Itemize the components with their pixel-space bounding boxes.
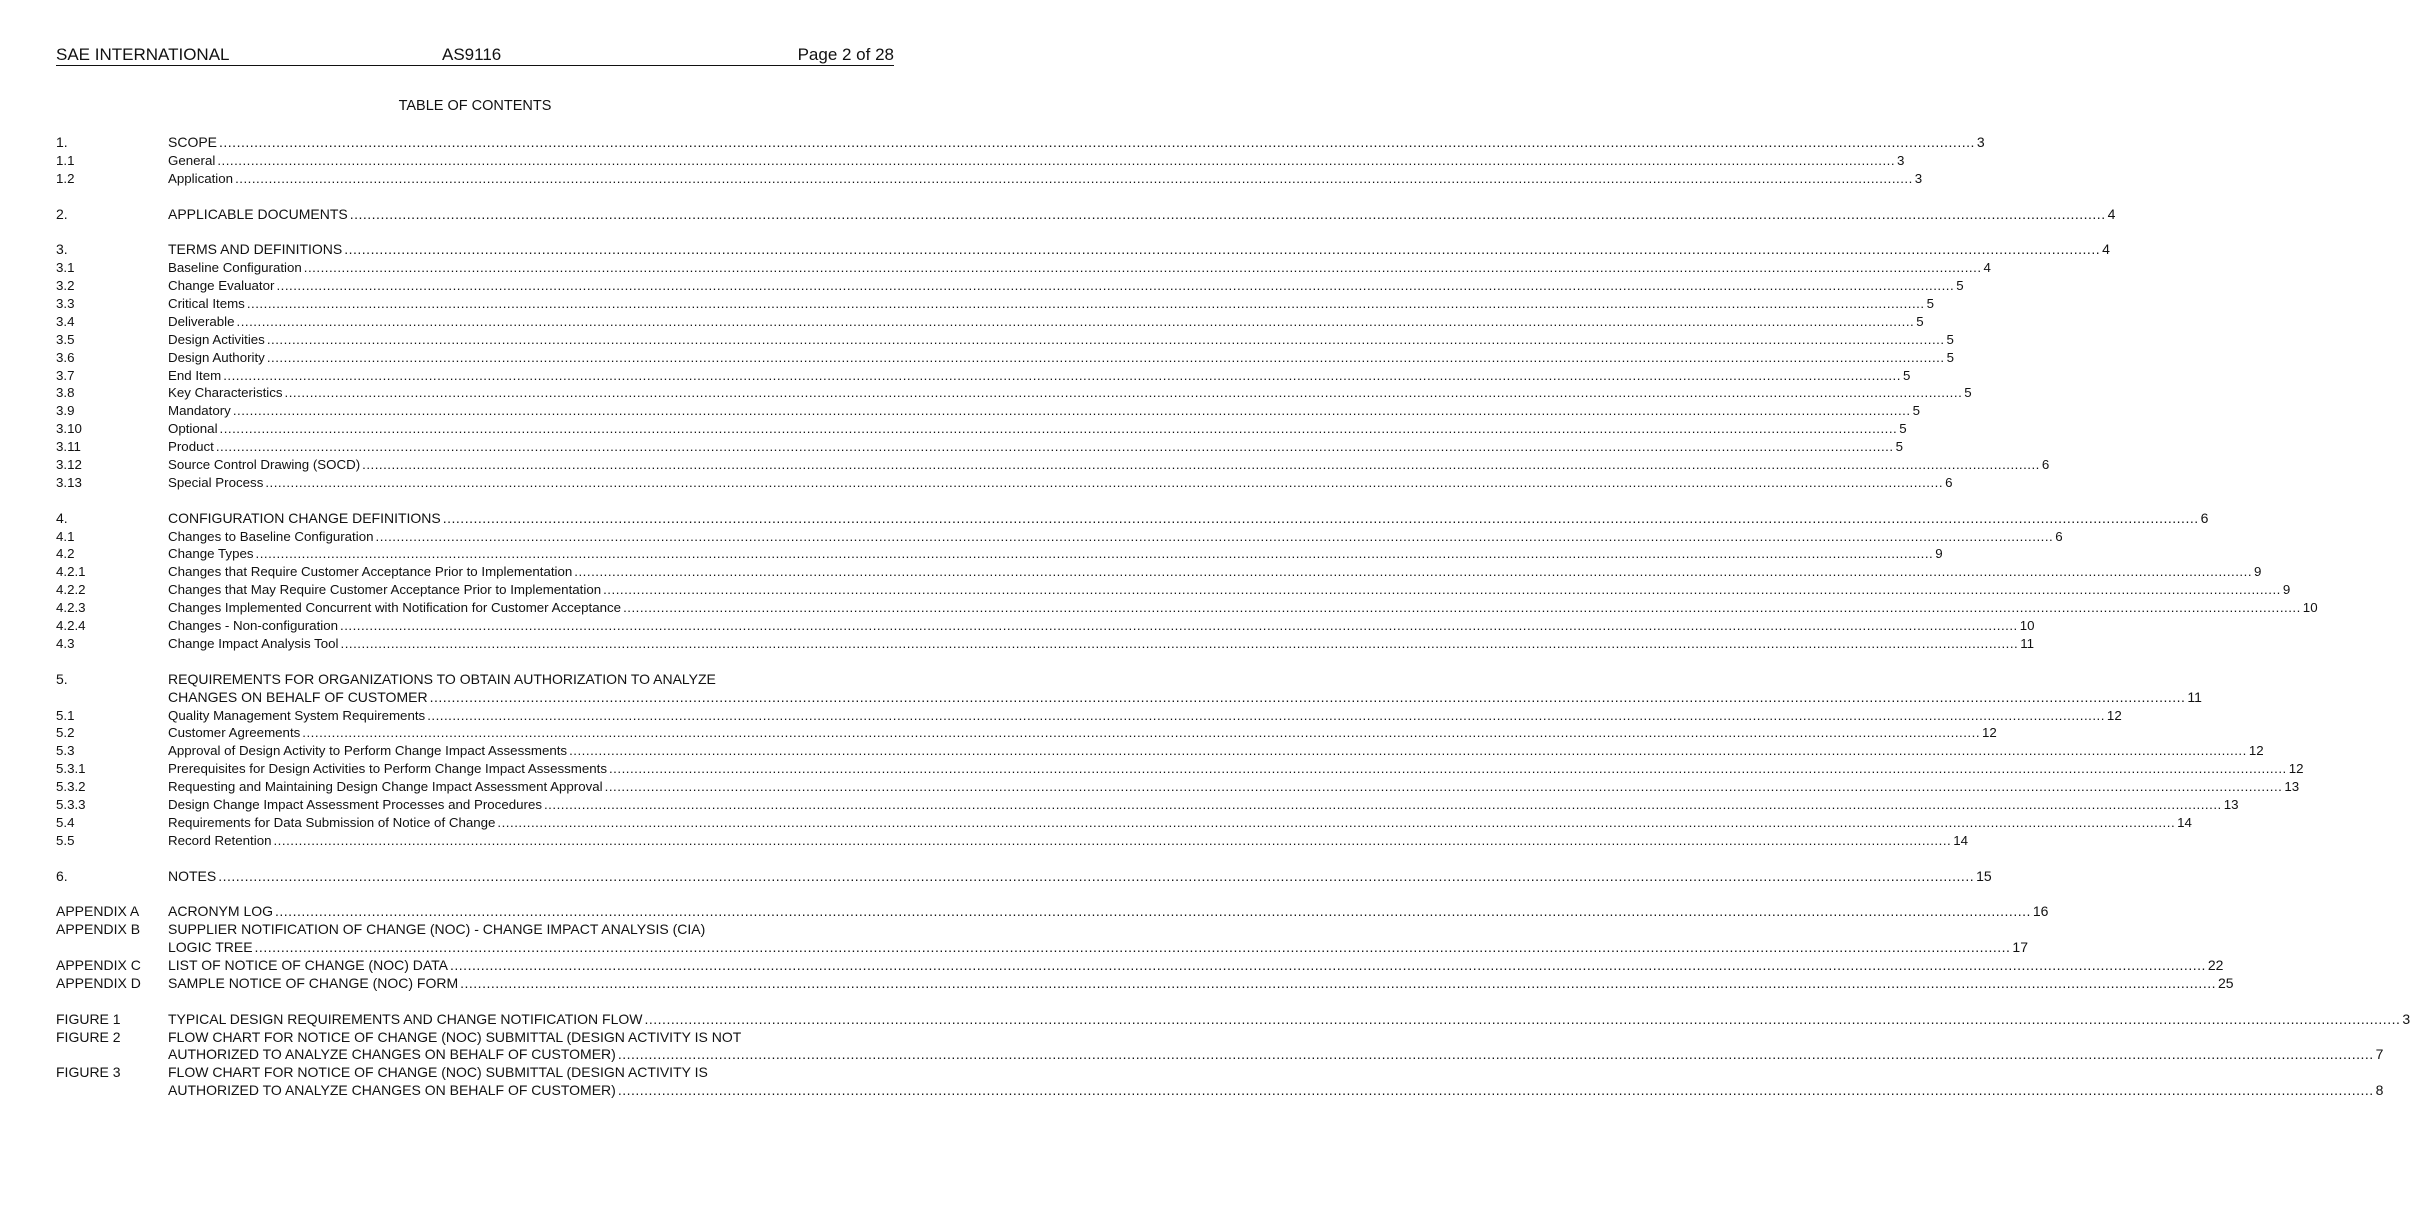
toc-entry — [56, 581, 2291, 599]
toc-entry — [56, 367, 1911, 385]
toc-dot-leader: ................................................................................................................................................................................................................................................................................................................................................................................................................ — [303, 260, 1982, 276]
toc-dot-leader: ................................................................................................................................................................................................................................................................................................................................................................................................................ — [219, 421, 1898, 437]
toc-entry-number: 3.7 — [56, 367, 75, 383]
toc-entry-title: Design Change Impact Assessment Processes and Procedures — [168, 796, 542, 812]
toc-entry-title: Approval of Design Activity to Perform Change Impact Assessments — [168, 743, 568, 759]
toc-dot-leader: ................................................................................................................................................................................................................................................................................................................................................................................................................ — [275, 903, 2031, 920]
toc-dot-leader: ................................................................................................................................................................................................................................................................................................................................................................................................................ — [340, 618, 2018, 634]
toc-entry-number: 1.1 — [56, 152, 75, 168]
toc-dot-leader: ................................................................................................................................................................................................................................................................................................................................................................................................................ — [254, 939, 2011, 956]
toc-entry-number: 5.4 — [56, 814, 75, 830]
toc-entry-title: TYPICAL DESIGN REQUIREMENTS AND CHANGE NOTIFICATION FLOW — [168, 1010, 643, 1027]
toc-entry — [56, 921, 894, 939]
toc-entry — [56, 331, 1954, 349]
toc-dot-leader: ................................................................................................................................................................................................................................................................................................................................................................................................................ — [276, 278, 1955, 294]
toc-entry-title: Application — [168, 170, 234, 186]
toc-entry-page: 10 — [2302, 600, 2318, 616]
toc-entry-title: Changes - Non-configuration — [168, 618, 339, 634]
toc-dot-leader: ................................................................................................................................................................................................................................................................................................................................................................................................................ — [574, 564, 2253, 580]
toc-dot-leader: ................................................................................................................................................................................................................................................................................................................................................................................................................ — [349, 205, 2106, 222]
header-org: SAE INTERNATIONAL — [56, 45, 230, 64]
toc-entry-link — [168, 438, 1903, 456]
toc-entry-link — [168, 956, 2224, 975]
toc-entry-page: 6 — [2200, 509, 2209, 526]
toc-entry-number: 5.3 — [56, 743, 75, 759]
toc-dot-leader: ................................................................................................................................................................................................................................................................................................................................................................................................................ — [375, 528, 2054, 544]
toc-entry-page: 9 — [1935, 546, 1943, 562]
toc-entry-title: Requesting and Maintaining Design Change Impact Assessment Approval — [168, 779, 603, 795]
toc-entry-page: 5 — [1895, 439, 1903, 455]
toc-entry-page: 5 — [1916, 313, 1924, 329]
toc-entry — [56, 956, 2224, 975]
toc-entry — [56, 742, 2264, 760]
page-header — [56, 44, 894, 66]
toc-entry — [56, 456, 2050, 474]
toc-entry-page: 25 — [2217, 974, 2234, 991]
toc-entry-number: FIGURE 2 — [56, 1028, 121, 1045]
toc-dot-leader: ................................................................................................................................................................................................................................................................................................................................................................................................................ — [617, 1046, 2374, 1063]
toc-entry — [56, 384, 1972, 402]
toc-entry-page: 6 — [1945, 474, 1953, 490]
toc-entry-number: APPENDIX A — [56, 903, 140, 920]
toc-entry-page: 12 — [2248, 743, 2264, 759]
toc-entry-link — [168, 814, 2192, 832]
toc-entry-page: 3 — [2402, 1010, 2410, 1027]
toc-entry — [56, 635, 2035, 653]
toc-entry-number: 1. — [56, 134, 68, 150]
toc-entry-title: Design Activities — [168, 331, 265, 347]
toc-entry-title: ACRONYM LOG — [168, 903, 274, 920]
toc-entry-link — [168, 1010, 2410, 1029]
toc-dot-leader: ................................................................................................................................................................................................................................................................................................................................................................................................................ — [266, 331, 1945, 347]
toc-entry — [56, 1082, 2384, 1100]
toc-entry — [56, 760, 2304, 778]
toc-entry-number: 4.2 — [56, 546, 75, 562]
toc-dot-leader: ................................................................................................................................................................................................................................................................................................................................................................................................................ — [644, 1010, 2401, 1027]
toc-entry — [56, 814, 2192, 832]
toc-entry-link — [168, 742, 2264, 760]
toc-dot-leader: ................................................................................................................................................................................................................................................................................................................................................................................................................ — [266, 349, 1945, 365]
toc-entry — [56, 134, 1985, 152]
toc-entry-number: 6. — [56, 867, 68, 884]
toc-entry-number: 3.6 — [56, 349, 75, 365]
toc-entry — [56, 671, 894, 689]
toc-entry-link — [168, 384, 1972, 402]
toc-dot-leader: ................................................................................................................................................................................................................................................................................................................................................................................................................ — [235, 170, 1913, 186]
toc-dot-leader: ................................................................................................................................................................................................................................................................................................................................................................................................................ — [246, 296, 1925, 312]
toc-entry-link — [168, 599, 2318, 617]
toc-entry — [56, 259, 1991, 277]
toc-entry-title: Special Process — [168, 474, 264, 490]
toc-entry-link — [168, 295, 1934, 313]
toc-entry-number: 5.2 — [56, 725, 75, 741]
toc-entry-page: 5 — [1926, 296, 1934, 312]
toc-entry-number: 1.2 — [56, 170, 75, 186]
header-doc-number: AS9116 — [442, 45, 502, 64]
toc-title: TABLE OF CONTENTS — [398, 98, 552, 114]
toc-entry-link — [168, 939, 2028, 957]
toc-entry-number: 4.2.3 — [56, 600, 86, 616]
toc-entry-link — [168, 402, 1920, 420]
toc-entry-link — [168, 545, 1943, 563]
toc-dot-leader: ................................................................................................................................................................................................................................................................................................................................................................................................................ — [218, 867, 1975, 884]
toc-entry-number: 5. — [56, 670, 68, 687]
toc-entry-number: FIGURE 1 — [56, 1010, 121, 1027]
toc-entry-title: NOTES — [168, 867, 217, 884]
toc-entry-number: 3.2 — [56, 278, 75, 294]
toc-entry-number: FIGURE 3 — [56, 1064, 121, 1081]
toc-entry-title: AUTHORIZED TO ANALYZE CHANGES ON BEHALF OF CUSTOMER) — [168, 1082, 616, 1099]
toc-entry-page: 5 — [1946, 349, 1954, 365]
toc-dot-leader: ................................................................................................................................................................................................................................................................................................................................................................................................................ — [219, 134, 1975, 150]
toc-entry-link — [168, 635, 2035, 653]
toc-dot-leader: ................................................................................................................................................................................................................................................................................................................................................................................................................ — [236, 313, 1915, 329]
toc-entry-page: 12 — [2288, 761, 2304, 777]
toc-entry-number: 3.4 — [56, 313, 75, 329]
toc-entry-number: APPENDIX B — [56, 921, 141, 938]
toc-entry-page: 10 — [2019, 618, 2035, 634]
toc-entry-link — [168, 760, 2304, 778]
toc-entry-link — [168, 671, 894, 689]
toc-entry-link — [168, 617, 2035, 635]
toc-entry-title: Changes Implemented Concurrent with Notification for Customer Acceptance — [168, 600, 622, 616]
toc-entry-number: 5.3.1 — [56, 761, 86, 777]
toc-entry-number: 3.8 — [56, 385, 75, 401]
toc-entry — [56, 509, 2209, 528]
toc-entry-title: Baseline Configuration — [168, 260, 302, 276]
toc-entry — [56, 241, 2110, 259]
toc-entry-number: 3.10 — [56, 421, 82, 437]
toc-entry-title: Customer Agreements — [168, 725, 301, 741]
toc-entry — [56, 420, 1907, 438]
toc-entry — [56, 796, 2239, 814]
toc-entry — [56, 778, 2300, 796]
toc-entry-link — [168, 313, 1924, 331]
toc-entry-link — [168, 867, 1992, 886]
toc-dot-leader: ................................................................................................................................................................................................................................................................................................................................................................................................................ — [623, 600, 2301, 616]
toc-dot-leader: ................................................................................................................................................................................................................................................................................................................................................................................................................ — [344, 241, 2101, 258]
toc-entry — [56, 528, 2063, 546]
toc-entry-page: 4 — [2107, 205, 2116, 222]
toc-entry — [56, 939, 2028, 957]
toc-entry-number: 4.3 — [56, 635, 75, 651]
toc-entry-page: 5 — [1946, 331, 1954, 347]
toc-entry-number: 3.5 — [56, 331, 75, 347]
toc-entry-number: 4.2.2 — [56, 582, 86, 598]
toc-entry — [56, 974, 2234, 993]
toc-entry-number: 3.3 — [56, 296, 75, 312]
toc-dot-leader: ................................................................................................................................................................................................................................................................................................................................................................................................................ — [460, 974, 2216, 991]
toc-entry-title: Changes that Require Customer Acceptance Prior to Implementation — [168, 564, 573, 580]
toc-dot-leader: ................................................................................................................................................................................................................................................................................................................................................................................................................ — [429, 688, 2186, 705]
toc-entry-page: 11 — [2187, 688, 2202, 705]
toc-entry — [56, 170, 1923, 188]
header-page-label: Page 2 of 28 — [797, 45, 894, 64]
toc-entry-page: 9 — [2282, 582, 2291, 598]
toc-entry — [56, 832, 1969, 850]
toc-entry — [56, 474, 1953, 492]
toc-dot-leader: ................................................................................................................................................................................................................................................................................................................................................................................................................ — [604, 779, 2283, 795]
toc-dot-leader: ................................................................................................................................................................................................................................................................................................................................................................................................................ — [217, 152, 1896, 168]
toc-entry-title: Change Evaluator — [168, 278, 275, 294]
toc-entry — [56, 563, 2262, 581]
toc-dot-leader: ................................................................................................................................................................................................................................................................................................................................................................................................................ — [255, 546, 1934, 562]
toc-entry-page: 11 — [2020, 635, 2035, 651]
toc-entry — [56, 688, 2202, 707]
toc-entry-link — [168, 974, 2234, 993]
toc-dot-leader: ................................................................................................................................................................................................................................................................................................................................................................................................................ — [265, 474, 1944, 490]
toc-entry-title: Changes to Baseline Configuration — [168, 528, 374, 544]
toc-entry-link — [168, 1046, 2384, 1064]
toc-dot-leader: ................................................................................................................................................................................................................................................................................................................................................................................................................ — [362, 457, 2040, 473]
toc-entry-title: FLOW CHART FOR NOTICE OF CHANGE (NOC) SUBMITTAL (DESIGN ACTIVITY IS NOT — [168, 1028, 742, 1045]
toc-dot-leader: ................................................................................................................................................................................................................................................................................................................................................................................................................ — [223, 367, 1901, 383]
toc-entry-link — [168, 152, 1905, 170]
toc-entry-link — [168, 688, 2202, 707]
toc-entry-link — [168, 349, 1954, 367]
toc-entry — [56, 903, 2049, 921]
toc-entry-page: 5 — [1902, 367, 1911, 383]
toc-entry-title: Prerequisites for Design Activities to Perform Change Impact Assessments — [168, 761, 607, 777]
toc-entry — [56, 707, 2122, 725]
toc-entry-title: SAMPLE NOTICE OF CHANGE (NOC) FORM — [168, 974, 459, 991]
toc-entry-link — [168, 903, 2049, 921]
toc-entry-number: APPENDIX D — [56, 974, 141, 991]
toc-entry-link — [168, 277, 1964, 295]
toc-entry-page: 3 — [1914, 170, 1923, 186]
toc-dot-leader: ................................................................................................................................................................................................................................................................................................................................................................................................................ — [569, 743, 2247, 759]
toc-entry-link — [168, 456, 2050, 474]
toc-entry-link — [168, 832, 1969, 850]
toc-entry — [56, 1046, 2384, 1064]
toc-entry-title: REQUIREMENTS FOR ORGANIZATIONS TO OBTAIN AUTHORIZATION TO ANALYZE — [168, 670, 716, 687]
toc-dot-leader: ................................................................................................................................................................................................................................................................................................................................................................................................................ — [603, 582, 2281, 598]
toc-entry-title: LIST OF NOTICE OF CHANGE (NOC) DATA — [168, 956, 449, 973]
toc-entry-title: End Item — [168, 367, 222, 383]
toc-entry-link — [168, 259, 1991, 277]
toc-entry-title: LOGIC TREE — [168, 939, 253, 956]
toc-entry — [56, 438, 1903, 456]
toc-entry-title: CONFIGURATION CHANGE DEFINITIONS — [168, 509, 441, 526]
toc-entry — [56, 277, 1964, 295]
toc-entry-page: 5 — [1964, 385, 1972, 401]
toc-dot-leader: ................................................................................................................................................................................................................................................................................................................................................................................................................ — [608, 761, 2287, 777]
toc-entry-page: 3 — [1897, 152, 1905, 168]
toc-entry-title: Deliverable — [168, 313, 235, 329]
toc-entry-title: Key Characteristics — [168, 385, 283, 401]
toc-entry-page: 16 — [2032, 903, 2049, 920]
toc-entry — [56, 1010, 2410, 1029]
toc-entry-number: 5.3.2 — [56, 779, 86, 795]
toc-entry-page: 6 — [2041, 457, 2050, 473]
toc-entry-page: 9 — [2254, 564, 2262, 580]
toc-dot-leader: ................................................................................................................................................................................................................................................................................................................................................................................................................ — [543, 796, 2222, 812]
toc-entry — [56, 349, 1954, 367]
toc-entry-number: 4. — [56, 509, 68, 526]
toc-entry-link — [168, 778, 2300, 796]
toc-entry-link — [168, 724, 1997, 742]
toc-entry-number: 4.1 — [56, 528, 75, 544]
toc-entry-title: Quality Management System Requirements — [168, 707, 426, 723]
toc-entry-link — [168, 563, 2262, 581]
toc-entry-page: 6 — [2055, 528, 2063, 544]
toc-dot-leader: ................................................................................................................................................................................................................................................................................................................................................................................................................ — [442, 509, 2199, 526]
toc-entry-link — [168, 1029, 894, 1047]
toc-entry-link — [168, 1082, 2384, 1100]
toc-entry — [56, 313, 1924, 331]
toc-entry-page: 14 — [1953, 832, 1969, 848]
toc-entry-page: 5 — [1899, 421, 1907, 437]
toc-entry-link — [168, 367, 1911, 385]
toc-entry-link — [168, 707, 2122, 725]
toc-entry-link — [168, 241, 2110, 259]
toc-entry-link — [168, 474, 1953, 492]
toc-entry — [56, 402, 1920, 420]
toc-entry-page: 17 — [2012, 939, 2028, 956]
toc-dot-leader: ................................................................................................................................................................................................................................................................................................................................................................................................................ — [340, 635, 2019, 651]
toc-dot-leader: ................................................................................................................................................................................................................................................................................................................................................................................................................ — [497, 814, 2176, 830]
toc-entry-title: Critical Items — [168, 296, 245, 312]
toc-dot-leader: ................................................................................................................................................................................................................................................................................................................................................................................................................ — [284, 385, 1963, 401]
toc-entry-title: Change Types — [168, 546, 254, 562]
toc-entry-title: Changes that May Require Customer Acceptance Prior to Implementation — [168, 582, 602, 598]
toc-entry-link — [168, 509, 2209, 528]
toc-entry — [56, 205, 2116, 224]
toc-entry-number: 3. — [56, 241, 68, 258]
toc-entry-number: 4.2.1 — [56, 564, 86, 580]
toc-entry-title: APPLICABLE DOCUMENTS — [168, 205, 348, 222]
toc-entry — [56, 1029, 894, 1047]
toc-entry-title: Optional — [168, 421, 218, 437]
toc-entry-title: AUTHORIZED TO ANALYZE CHANGES ON BEHALF OF CUSTOMER) — [168, 1046, 616, 1063]
toc-entry-title: Record Retention — [168, 832, 272, 848]
toc-entry-link — [168, 134, 1985, 152]
toc-entry — [56, 599, 2318, 617]
toc-entry-page: 5 — [1912, 403, 1920, 419]
toc-entry-title: Requirements for Data Submission of Notice of Change — [168, 814, 496, 830]
toc-entry-title: Design Authority — [168, 349, 265, 365]
toc-entry-link — [168, 205, 2116, 224]
toc-entry — [56, 545, 1943, 563]
toc-entry — [56, 617, 2035, 635]
toc-entry-link — [168, 796, 2239, 814]
toc-entry-page: 12 — [1982, 725, 1997, 741]
toc-entry-page: 15 — [1976, 867, 1992, 884]
toc-entry-number: 2. — [56, 205, 68, 222]
toc-entry-page: 14 — [2177, 814, 2192, 830]
toc-entry-page: 4 — [1983, 260, 1991, 276]
toc-entry-page: 13 — [2223, 796, 2239, 812]
toc-entry-title: CHANGES ON BEHALF OF CUSTOMER — [168, 688, 428, 705]
toc-dot-leader: ................................................................................................................................................................................................................................................................................................................................................................................................................ — [450, 956, 2206, 973]
toc-entry-title: TERMS AND DEFINITIONS — [168, 241, 343, 258]
toc-entry-number: 3.13 — [56, 474, 82, 490]
toc-dot-leader: ................................................................................................................................................................................................................................................................................................................................................................................................................ — [617, 1082, 2374, 1099]
toc-entry-link — [168, 921, 894, 939]
toc-entry-page: 8 — [2375, 1082, 2384, 1099]
toc-entry-title: FLOW CHART FOR NOTICE OF CHANGE (NOC) SUBMITTAL (DESIGN ACTIVITY IS — [168, 1064, 708, 1081]
toc-dot-leader: ................................................................................................................................................................................................................................................................................................................................................................................................................ — [215, 439, 1894, 455]
toc-entry — [56, 152, 1905, 170]
toc-entry-page: 12 — [2106, 707, 2122, 723]
toc-entry — [56, 1064, 894, 1082]
toc-entry-number: 3.11 — [56, 439, 81, 455]
table-of-contents — [56, 134, 2410, 1100]
toc-entry-number: APPENDIX C — [56, 956, 141, 973]
toc-entry-page: 3 — [1976, 134, 1985, 150]
toc-entry-number: 3.1 — [56, 260, 75, 276]
toc-entry — [56, 867, 1992, 886]
toc-entry-page: 4 — [2102, 241, 2110, 258]
toc-dot-leader: ................................................................................................................................................................................................................................................................................................................................................................................................................ — [302, 725, 1981, 741]
toc-entry-title: Source Control Drawing (SOCD) — [168, 457, 361, 473]
toc-entry-link — [168, 1064, 894, 1082]
toc-entry-title: General — [168, 152, 216, 168]
toc-entry-page: 5 — [1956, 278, 1964, 294]
toc-entry-link — [168, 331, 1954, 349]
toc-entry-page: 7 — [2375, 1046, 2384, 1063]
toc-entry-number: 3.9 — [56, 403, 75, 419]
toc-dot-leader: ................................................................................................................................................................................................................................................................................................................................................................................................................ — [232, 403, 1911, 419]
toc-entry-number: 5.3.3 — [56, 796, 86, 812]
toc-dot-leader: ................................................................................................................................................................................................................................................................................................................................................................................................................ — [273, 832, 1952, 848]
toc-entry-title: Mandatory — [168, 403, 231, 419]
toc-entry-number: 3.12 — [56, 457, 82, 473]
toc-entry-link — [168, 581, 2291, 599]
toc-entry — [56, 724, 1997, 742]
toc-entry-title: Change Impact Analysis Tool — [168, 635, 339, 651]
toc-entry-link — [168, 420, 1907, 438]
toc-entry-number: 4.2.4 — [56, 618, 86, 634]
toc-entry-title: SCOPE — [168, 134, 218, 150]
toc-entry-link — [168, 170, 1923, 188]
toc-dot-leader: ................................................................................................................................................................................................................................................................................................................................................................................................................ — [427, 707, 2105, 723]
toc-entry-link — [168, 528, 2063, 546]
toc-entry-title: SUPPLIER NOTIFICATION OF CHANGE (NOC) - CHANGE IMPACT ANALYSIS (CIA) — [168, 921, 706, 938]
toc-entry-title: Product — [168, 439, 214, 455]
toc-entry-number: 5.5 — [56, 832, 75, 848]
toc-entry — [56, 295, 1934, 313]
toc-entry-page: 22 — [2207, 956, 2224, 973]
toc-entry-number: 5.1 — [56, 707, 75, 723]
toc-entry-page: 13 — [2284, 779, 2300, 795]
